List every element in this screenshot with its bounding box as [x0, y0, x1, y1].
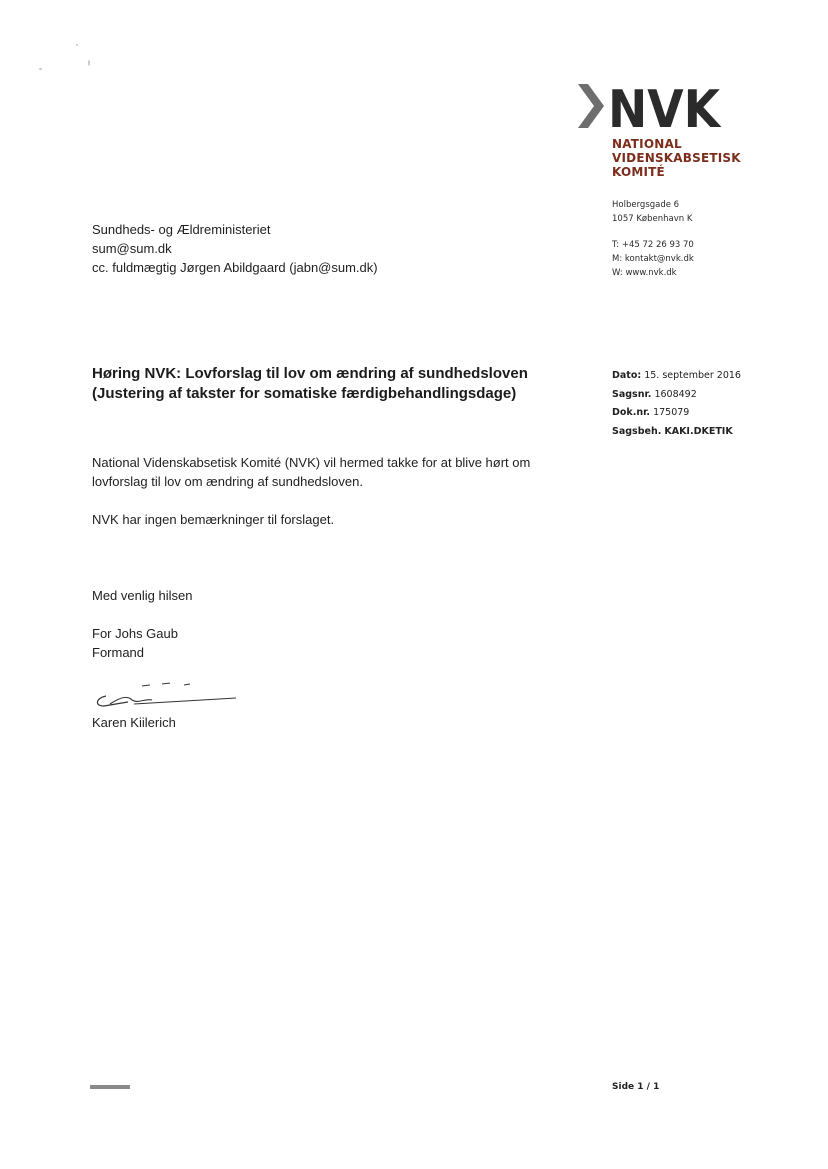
date-label: Dato:: [612, 370, 642, 381]
doc-row: [612, 404, 741, 423]
scan-speck: [88, 60, 90, 66]
date-row: [612, 367, 741, 386]
body-paragraph: NVK har ingen bemærkninger til forslaget.: [92, 512, 335, 527]
case-info: [612, 367, 741, 441]
case-row: [612, 386, 741, 405]
sender-city: 1057 København K: [612, 214, 693, 224]
letter-title: [92, 364, 528, 404]
sender-phone: T: +45 72 26 93 70: [612, 240, 694, 250]
scan-speck: [39, 68, 42, 70]
handler-label: Sagsbeh.: [612, 425, 662, 437]
doc-value: 175079: [653, 407, 690, 418]
recipient-name: Sundheds- og Ældreministeriet: [92, 222, 271, 237]
handwritten-signature: [88, 678, 248, 712]
scan-speck: [76, 44, 78, 46]
title-line: (Justering af takster for somatiske færdigbehandlingsdage): [92, 385, 517, 402]
handler-value: KAKI.DKETIK: [664, 425, 733, 437]
logo-line: VIDENSKABSETISK: [612, 151, 741, 165]
recipient-cc: cc. fuldmægtig Jørgen Abildgaard (jabn@sum.dk): [92, 260, 378, 275]
signer-block: [92, 624, 178, 662]
recipient-address: [92, 220, 378, 277]
sender-email: M: kontakt@nvk.dk: [612, 254, 694, 264]
doc-label: Dok.nr.: [612, 407, 651, 418]
logo-chevron-icon: [578, 84, 604, 128]
logo-subtitle: [612, 137, 741, 179]
closing-greeting: Med venlig hilsen: [92, 588, 193, 603]
footer-mark: [90, 1085, 130, 1089]
handler-row: [612, 423, 741, 442]
signatory-name: Karen Kiilerich: [92, 715, 176, 730]
case-label: Sagsnr.: [612, 388, 652, 400]
sender-web: W: www.nvk.dk: [612, 268, 677, 278]
on-behalf: For Johs Gaub: [92, 626, 178, 641]
body-paragraph: National Videnskabsetisk Komité (NVK) vil hermed takke for at blive hørt om lovforslag til lov om ændring af sundhedsloven.: [92, 455, 531, 489]
title-line: Høring NVK: Lovforslag til lov om ændring af sundhedsloven: [92, 365, 528, 382]
sender-street: Holbergsgade 6: [612, 200, 680, 210]
date-value: 15. september 2016: [644, 370, 741, 381]
letter-body: [92, 453, 562, 529]
page-number: Side 1 / 1: [612, 1082, 660, 1092]
logo-mark: NVK: [608, 82, 722, 132]
recipient-email: sum@sum.dk: [92, 241, 172, 256]
signer-role: Formand: [92, 645, 145, 660]
nvk-logo: [578, 82, 728, 132]
logo-line: KOMITÉ: [612, 165, 665, 179]
logo-line: NATIONAL: [612, 137, 682, 151]
sender-address: [612, 198, 694, 280]
case-value: 1608492: [654, 388, 697, 400]
